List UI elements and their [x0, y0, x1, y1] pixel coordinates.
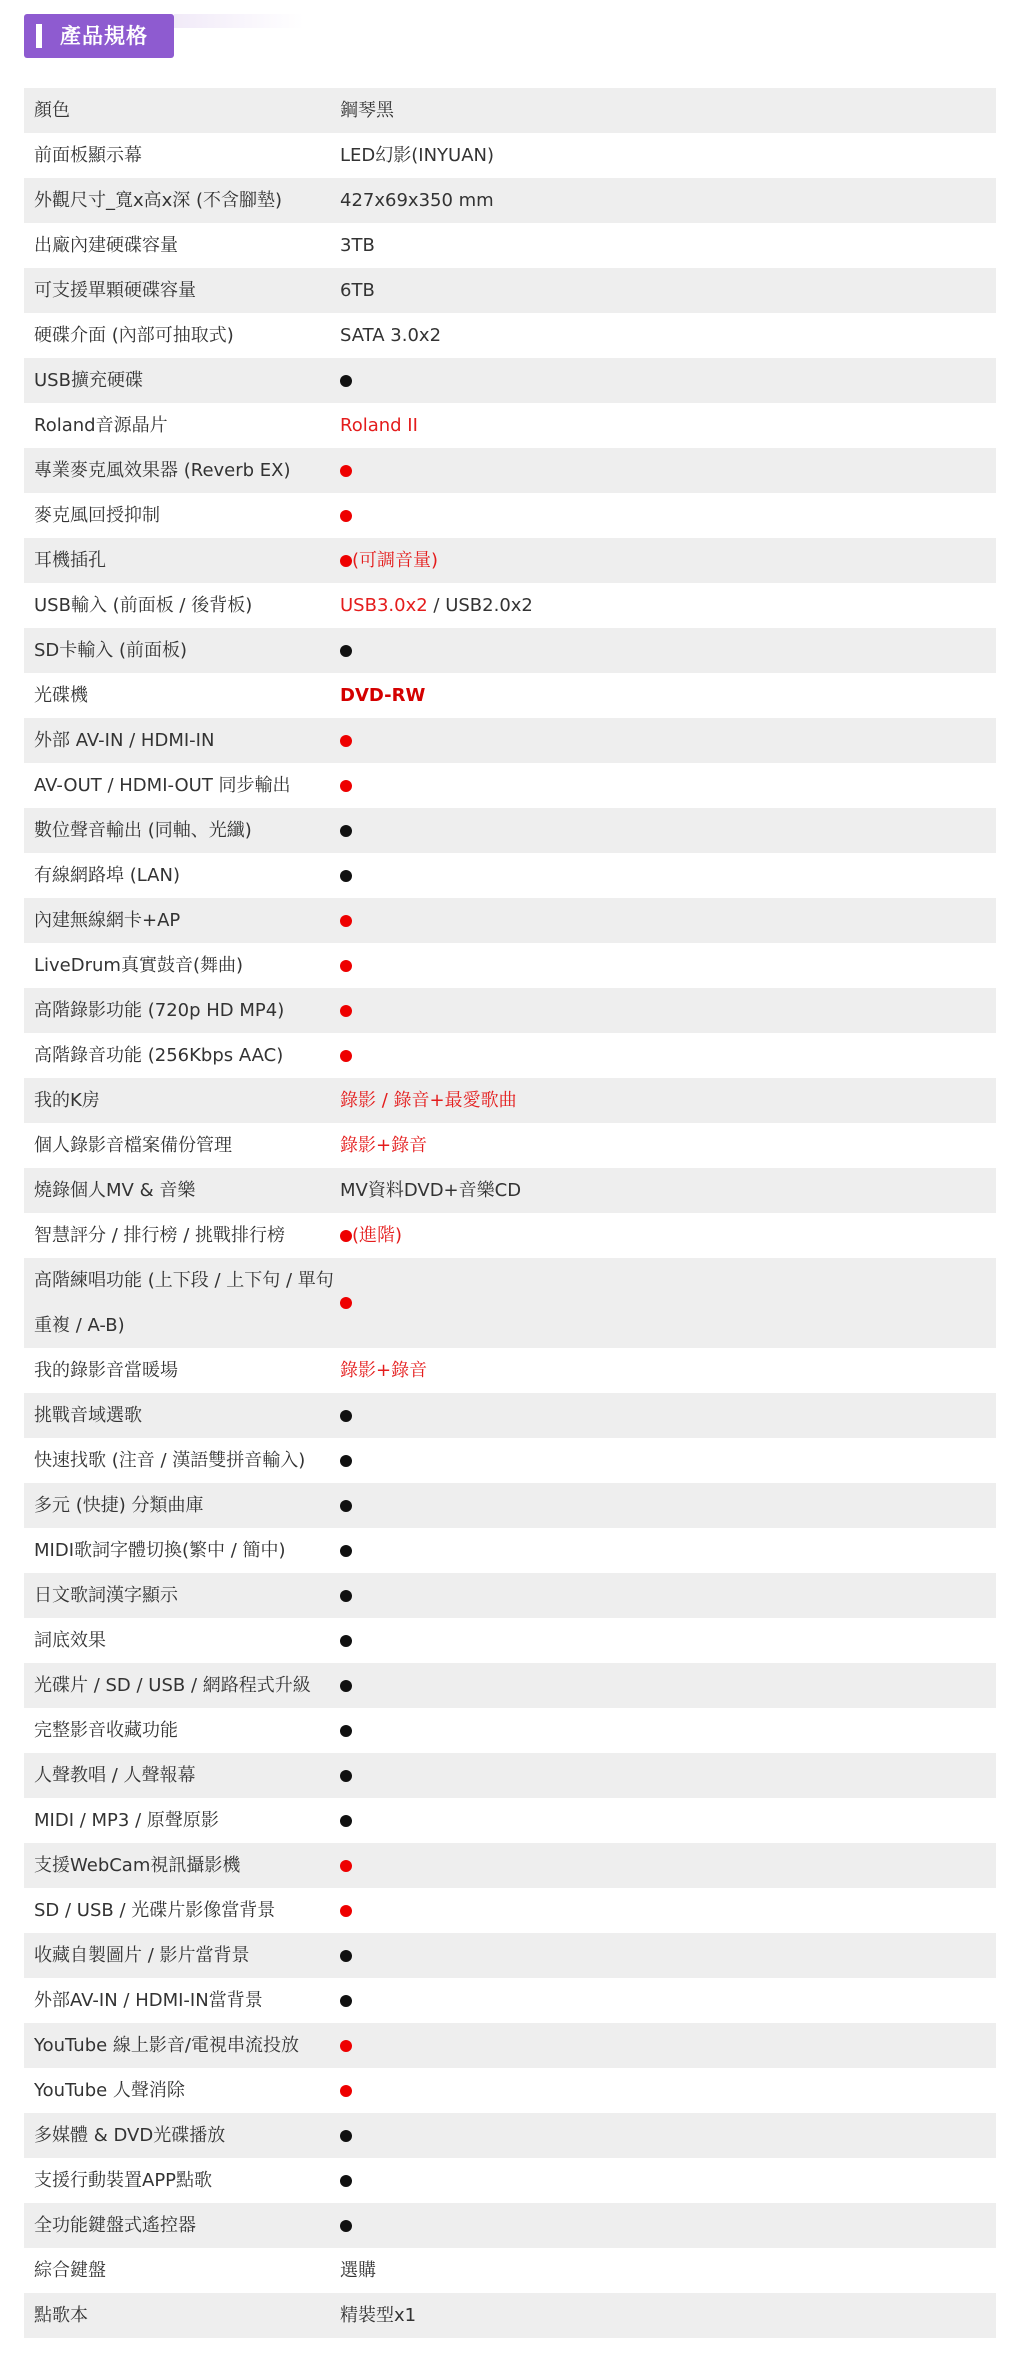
spec-row: [24, 133, 996, 178]
header-fade-decoration: [174, 14, 304, 28]
spec-label: 外部AV-IN / HDMI-IN當背景: [34, 1990, 263, 2011]
spec-label: 耳機插孔: [34, 550, 106, 571]
spec-value: [339, 870, 996, 882]
red-dot-icon: [340, 465, 352, 477]
spec-row: [24, 88, 996, 133]
spec-row: [24, 493, 996, 538]
spec-value: [339, 1770, 996, 1782]
spec-row: [24, 1528, 996, 1573]
black-dot-icon: [340, 1680, 352, 1692]
spec-label: 外觀尺寸_寬x高x深 (不含腳墊): [34, 190, 283, 211]
spec-value-text: DVD-RW: [340, 685, 426, 706]
spec-label: 日文歌詞漢字顯示: [34, 1585, 178, 1606]
spec-value: [339, 1815, 996, 1827]
spec-value: [339, 1635, 996, 1647]
spec-label: 光碟片 / SD / USB / 網路程式升級: [34, 1675, 311, 1696]
spec-row: [24, 2023, 996, 2068]
spec-row: [24, 988, 996, 1033]
spec-label: 快速找歌 (注音 / 漢語雙拼音輸入): [34, 1450, 306, 1471]
spec-value: [339, 133, 996, 178]
spec-value-text: 6TB: [340, 280, 375, 301]
spec-label: 個人錄影音檔案備份管理: [34, 1135, 232, 1156]
spec-row: [24, 943, 996, 988]
spec-table: [24, 88, 996, 2338]
spec-label: 光碟機: [34, 685, 88, 706]
spec-value: [339, 1168, 996, 1213]
spec-value: [339, 1860, 996, 1872]
black-dot-icon: [340, 1725, 352, 1737]
spec-value: [339, 178, 996, 223]
spec-value: [339, 2040, 996, 2052]
spec-row: [24, 223, 996, 268]
spec-value-text: USB3.0x2: [340, 595, 428, 616]
spec-value-text: LED幻影(INYUAN): [340, 145, 495, 166]
spec-value-text: 鋼琴黑: [340, 100, 394, 121]
spec-label: 內建無線網卡+AP: [34, 910, 181, 931]
black-dot-icon: [340, 1500, 352, 1512]
spec-value: [339, 510, 996, 522]
spec-label: 可支援單顆硬碟容量: [34, 280, 196, 301]
spec-row: [24, 358, 996, 403]
spec-row: [24, 718, 996, 763]
spec-value: [339, 1725, 996, 1737]
spec-row: [24, 1888, 996, 1933]
spec-row: [24, 1483, 996, 1528]
spec-label: 多媒體 & DVD光碟播放: [34, 2125, 226, 2146]
page-title: 產品規格: [60, 24, 148, 48]
spec-label: 我的K房: [34, 1090, 100, 1111]
spec-row: [24, 1033, 996, 1078]
spec-row: [24, 448, 996, 493]
spec-header-tab: [24, 14, 174, 58]
spec-value: [339, 960, 996, 972]
spec-label: 高階錄影功能 (720p HD MP4): [34, 1000, 285, 1021]
black-dot-icon: [340, 1410, 352, 1422]
spec-row: [24, 1708, 996, 1753]
spec-row: [24, 1663, 996, 1708]
spec-value: [339, 2293, 996, 2338]
black-dot-icon: [340, 1455, 352, 1467]
spec-label: 前面板顯示幕: [34, 145, 142, 166]
red-dot-icon: [340, 1050, 352, 1062]
spec-label: LiveDrum真實鼓音(舞曲): [34, 955, 244, 976]
black-dot-icon: [340, 645, 352, 657]
red-dot-icon: [340, 510, 352, 522]
spec-value: [339, 825, 996, 837]
spec-row: [24, 763, 996, 808]
spec-label: 硬碟介面 (內部可抽取式): [34, 325, 234, 346]
spec-row: [24, 178, 996, 223]
spec-value: [339, 2130, 996, 2142]
spec-value: [339, 1078, 996, 1123]
spec-value: [339, 268, 996, 313]
spec-value: [339, 1905, 996, 1917]
spec-value: [339, 915, 996, 927]
spec-value: [339, 1213, 996, 1258]
spec-label: USB擴充硬碟: [34, 370, 143, 391]
spec-label: 多元 (快捷) 分類曲庫: [34, 1495, 204, 1516]
spec-value-text: (可調音量): [352, 550, 439, 571]
spec-row: [24, 1843, 996, 1888]
spec-row: [24, 1933, 996, 1978]
black-dot-icon: [340, 1635, 352, 1647]
spec-label: YouTube 線上影音/電視串流投放: [34, 2035, 299, 2056]
spec-value-text: (進階): [352, 1225, 403, 1246]
spec-row: [24, 1258, 996, 1348]
red-dot-icon: [340, 960, 352, 972]
spec-value: [339, 2220, 996, 2232]
black-dot-icon: [340, 1815, 352, 1827]
spec-label: MIDI / MP3 / 原聲原影: [34, 1810, 219, 1831]
spec-value: [339, 1995, 996, 2007]
spec-row: [24, 1078, 996, 1123]
spec-value-text: MV資料DVD+音樂CD: [340, 1180, 522, 1201]
spec-value-text: 錄影+錄音: [340, 1135, 428, 1156]
spec-value: [339, 1297, 996, 1309]
spec-value: [339, 1590, 996, 1602]
spec-label: 出廠內建硬碟容量: [34, 235, 178, 256]
spec-row: [24, 1978, 996, 2023]
spec-value-text: SATA 3.0x2: [340, 325, 442, 346]
black-dot-icon: [340, 870, 352, 882]
red-dot-icon: [340, 1005, 352, 1017]
spec-value: [339, 735, 996, 747]
spec-value: [339, 223, 996, 268]
spec-row: [24, 268, 996, 313]
spec-row: [24, 1123, 996, 1168]
spec-value-text: /: [427, 595, 446, 616]
red-dot-icon: [340, 1230, 352, 1242]
spec-label: 支援WebCam視訊攝影機: [34, 1855, 241, 1876]
red-dot-icon: [340, 2040, 352, 2052]
spec-label: 詞底效果: [34, 1630, 106, 1651]
spec-value: [339, 1545, 996, 1557]
black-dot-icon: [340, 1545, 352, 1557]
spec-value-text: 精裝型x1: [340, 2305, 417, 2326]
red-dot-icon: [340, 555, 352, 567]
spec-value: [339, 403, 996, 448]
spec-label: 顏色: [34, 100, 70, 121]
black-dot-icon: [340, 825, 352, 837]
red-dot-icon: [340, 1860, 352, 1872]
spec-value-text: 選購: [340, 2260, 376, 2281]
spec-row: [24, 2293, 996, 2338]
spec-label: 點歌本: [34, 2305, 88, 2326]
spec-row: [24, 1168, 996, 1213]
spec-row: [24, 628, 996, 673]
spec-label: USB輸入 (前面板 / 後背板): [34, 595, 253, 616]
black-dot-icon: [340, 2130, 352, 2142]
spec-value: [339, 1455, 996, 1467]
black-dot-icon: [340, 1770, 352, 1782]
spec-row: [24, 583, 996, 628]
spec-label: 高階練唱功能 (上下段 / 上下句 / 單句重複 / A-B): [34, 1270, 334, 1336]
spec-value: [339, 1123, 996, 1168]
spec-row: [24, 2113, 996, 2158]
spec-row: [24, 898, 996, 943]
spec-label: 燒錄個人MV & 音樂: [34, 1180, 196, 1201]
spec-label: 完整影音收藏功能: [34, 1720, 178, 1741]
spec-value: [339, 1005, 996, 1017]
red-dot-icon: [340, 915, 352, 927]
spec-row: [24, 1213, 996, 1258]
spec-row: [24, 1573, 996, 1618]
spec-row: [24, 1753, 996, 1798]
spec-label: 麥克風回授抑制: [34, 505, 160, 526]
spec-value: [339, 88, 996, 133]
spec-value: [339, 673, 996, 718]
spec-value: [339, 375, 996, 387]
spec-value: [339, 1680, 996, 1692]
spec-label: 有線網路埠 (LAN): [34, 865, 180, 886]
spec-value: [339, 780, 996, 792]
spec-value: [339, 2085, 996, 2097]
spec-label: YouTube 人聲消除: [34, 2080, 185, 2101]
spec-value: [339, 2175, 996, 2187]
spec-value: [339, 1050, 996, 1062]
red-dot-icon: [340, 1297, 352, 1309]
red-dot-icon: [340, 2085, 352, 2097]
spec-value: [339, 645, 996, 657]
spec-row: [24, 1348, 996, 1393]
spec-label: Roland音源晶片: [34, 415, 168, 436]
spec-value: [339, 1348, 996, 1393]
spec-row: [24, 1438, 996, 1483]
spec-value: [339, 1410, 996, 1422]
spec-label: 綜合鍵盤: [34, 2260, 106, 2281]
red-dot-icon: [340, 1905, 352, 1917]
spec-value-text: 錄影 / 錄音+最愛歌曲: [340, 1090, 517, 1111]
spec-row: [24, 2068, 996, 2113]
spec-label: 支援行動裝置APP點歌: [34, 2170, 213, 2191]
spec-row: [24, 1393, 996, 1438]
black-dot-icon: [340, 1590, 352, 1602]
spec-row: [24, 673, 996, 718]
spec-value-text: 3TB: [340, 235, 375, 256]
black-dot-icon: [340, 2175, 352, 2187]
spec-label: 數位聲音輸出 (同軸、光纖): [34, 820, 252, 841]
spec-label: 收藏自製圖片 / 影片當背景: [34, 1945, 250, 1966]
spec-value: [339, 583, 996, 628]
spec-value: [339, 1950, 996, 1962]
spec-label: AV-OUT / HDMI-OUT 同步輸出: [34, 775, 291, 796]
spec-row: [24, 2203, 996, 2248]
spec-row: [24, 1798, 996, 1843]
spec-row: [24, 808, 996, 853]
black-dot-icon: [340, 2220, 352, 2232]
black-dot-icon: [340, 1950, 352, 1962]
header-accent-bar: [36, 24, 42, 48]
spec-row: [24, 313, 996, 358]
spec-value: [339, 538, 996, 583]
red-dot-icon: [340, 735, 352, 747]
spec-label: 外部 AV-IN / HDMI-IN: [34, 730, 215, 751]
spec-value-text: 錄影+錄音: [340, 1360, 428, 1381]
spec-row: [24, 2158, 996, 2203]
spec-label: 高階錄音功能 (256Kbps AAC): [34, 1045, 284, 1066]
black-dot-icon: [340, 375, 352, 387]
spec-value-text: Roland II: [340, 415, 418, 436]
spec-value-text: 427x69x350 mm: [340, 190, 494, 211]
spec-value: [339, 1500, 996, 1512]
spec-value: [339, 2248, 996, 2293]
spec-row: [24, 538, 996, 583]
spec-label: 我的錄影音當暖場: [34, 1360, 178, 1381]
black-dot-icon: [340, 1995, 352, 2007]
spec-label: SD卡輸入 (前面板): [34, 640, 188, 661]
spec-label: 挑戰音域選歌: [34, 1405, 142, 1426]
spec-label: SD / USB / 光碟片影像當背景: [34, 1900, 276, 1921]
spec-value: [339, 313, 996, 358]
red-dot-icon: [340, 780, 352, 792]
spec-value-text: USB2.0x2: [445, 595, 533, 616]
spec-row: [24, 2248, 996, 2293]
spec-label: 專業麥克風效果器 (Reverb EX): [34, 460, 291, 481]
spec-label: 全功能鍵盤式遙控器: [34, 2215, 196, 2236]
spec-row: [24, 1618, 996, 1663]
spec-label: 智慧評分 / 排行榜 / 挑戰排行榜: [34, 1225, 286, 1246]
spec-row: [24, 403, 996, 448]
spec-label: MIDI歌詞字體切換(繁中 / 簡中): [34, 1540, 286, 1561]
spec-row: [24, 853, 996, 898]
spec-value: [339, 465, 996, 477]
spec-header: [24, 14, 1000, 62]
spec-label: 人聲教唱 / 人聲報幕: [34, 1765, 196, 1786]
